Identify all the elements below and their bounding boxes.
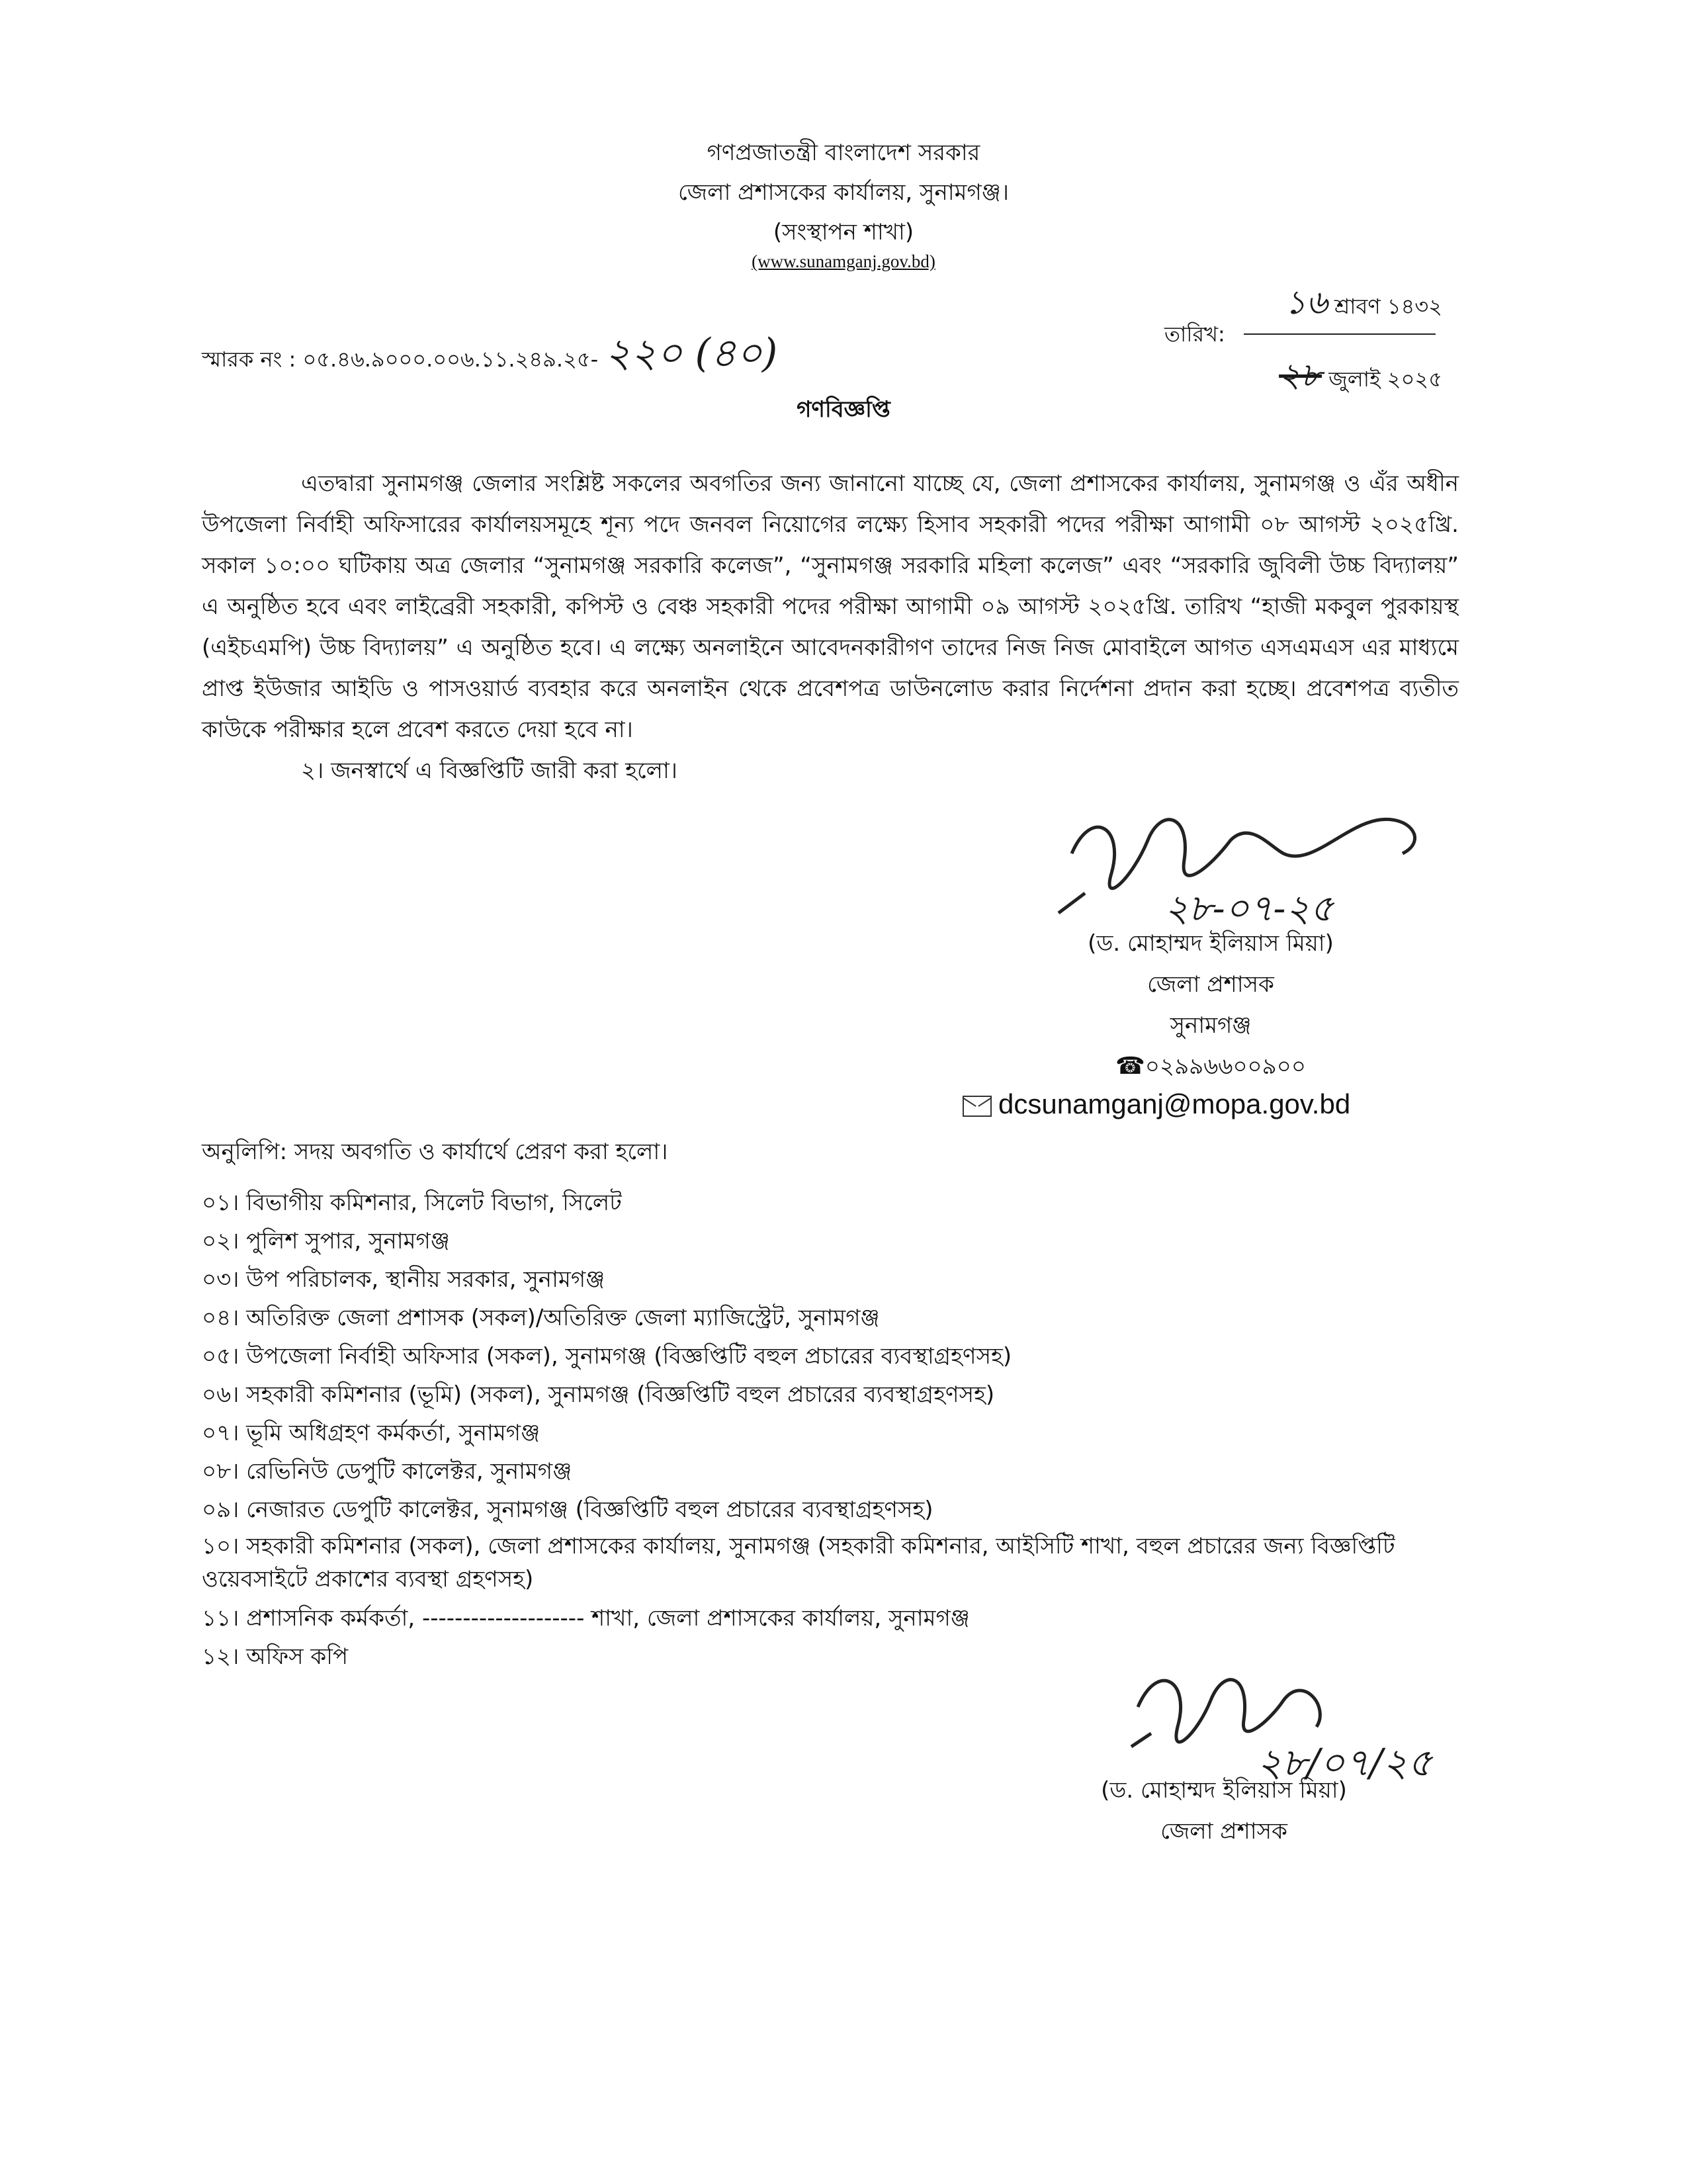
list-item: ০৭। ভূমি অধিগ্রহণ কর্মকর্তা, সুনামগঞ্জ [202, 1420, 541, 1446]
memo-handwritten-number: ২২০ (৪০) [605, 330, 778, 376]
memo-label: স্মারক নং : ০৫.৪৬.৯০০০.০০৬.১১.২৪৯.২৫- [202, 347, 599, 372]
govt-name: গণপ্রজাতন্ত্রী বাংলাদেশ সরকার [707, 140, 980, 166]
list-item: ১০। সহকারী কমিশনার (সকল), জেলা প্রশাসকের কার্যালয়, সুনামগঞ্জ (সহকারী কমিশনার, আইসিটি শাখা, বহুল প্রচারের জন্য বিজ্ঞপ্তিটি ওয়েবসাইটে প্রকাশের ব্যবস্থা গ্রহণসহ) [202, 1533, 1395, 1593]
signatory-name: (ড. মোহাম্মদ ইলিয়াস মিয়া) [1088, 930, 1334, 957]
date-block [1164, 278, 1442, 394]
bangla-day-hand: ১৬ [1284, 283, 1328, 322]
memo-number [202, 323, 777, 389]
list-item: ০১। বিভাগীয় কমিশনার, সিলেট বিভাগ, সিলেট [202, 1190, 622, 1216]
cc-intro: অনুলিপি: সদয় অবগতি ও কার্যার্থে প্রেরণ করা হলো। [202, 1139, 668, 1165]
email-address[interactable]: dcsunamganj@mopa.gov.bd [998, 1088, 1351, 1119]
date-label: তারিখ: [1164, 322, 1225, 347]
signature-2-date: ২৮/০৭/২৫ [1257, 1740, 1433, 1785]
bangla-month-year: শ্রাবণ ১৪৩২ [1334, 294, 1442, 319]
phone-number: ০২৯৯৬৬০০৯০০ [1145, 1053, 1306, 1080]
list-item: ০৩। উপ পরিচালক, স্থানীয় সরকার, সুনামগঞ্জ [202, 1266, 605, 1293]
office-name: জেলা প্রশাসকের কার্যালয়, সুনামগঞ্জ। [677, 179, 1010, 206]
english-date [1164, 351, 1442, 394]
list-item: ০৮। রেভিনিউ ডেপুটি কালেক্টর, সুনামগঞ্জ [202, 1458, 572, 1485]
list-item: ১১। প্রশাসনিক কর্মকর্তা, -------------------- শাখা, জেলা প্রশাসকের কার্যালয়, সুনামগঞ্জ [202, 1605, 970, 1632]
phone-icon: ☎ [1115, 1053, 1145, 1080]
notice-paragraph-1: এতদ্বারা সুনামগঞ্জ জেলার সংশ্লিষ্ট সকলের অবগতির জন্য জানানো যাচ্ছে যে, জেলা প্রশাসকের কার্যালয়, সুনামগঞ্জ ও এঁর অধীন উপজেলা নির্বাহী অফিসারের কার্যালয়সমূহে শূন্য পদে জনবল নিয়োগের লক্ষ্যে হিসাব সহকারী পদের পরীক্ষা আগামী ০৮ আগস্ট ২০২৫খ্রি. সকাল ১০:০০ ঘটিকায় অত্র জেলার “সুনামগঞ্জ সরকারি কলেজ”, “সুনামগঞ্জ সরকারি মহিলা কলেজ” এবং “সরকারি জুবিলী উচ্চ বিদ্যালয়” এ অনুষ্ঠিত হবে এবং লাইব্রেরী সহকারী, কপিস্ট ও বেঞ্চ সহকারী পদের পরীক্ষা আগামী ০৯ আগস্ট ২০২৫খ্রি. তারিখ “হাজী মকবুল পুরকায়স্থ (এইচএমপি) উচ্চ বিদ্যালয়” এ অনুষ্ঠিত হবে। এ লক্ষ্যে অনলাইনে আবেদনকারীগণ তাদের নিজ নিজ মোবাইলে আগত এসএমএস এর মাধ্যমে প্রাপ্ত ইউজার আইডি ও পাসওয়ার্ড ব্যবহার করে অনলাইন থেকে প্রবেশপত্র ডাউনলোড করার নির্দেশনা প্রদান করা হচ্ছে। প্রবেশপত্র ব্যতীত কাউকে পরীক্ষার হলে প্রবেশ করতে দেয়া হবে না। [202, 470, 1459, 743]
notice-body [202, 463, 1459, 791]
date-label-row [1164, 318, 1442, 351]
signature-1-date: ২৮-০৭-২৫ [1164, 887, 1334, 930]
bangla-date [1164, 278, 1442, 322]
list-item: ০২। পুলিশ সুপার, সুনামগঞ্জ [202, 1228, 450, 1254]
notice-title: গণবিজ্ঞপ্তি [797, 396, 890, 423]
signatory-designation: জেলা প্রশাসক [1147, 971, 1274, 998]
notice-paragraph-2: ২। জনস্বার্থে এ বিজ্ঞপ্তিটি জারী করা হলো। [301, 758, 677, 784]
list-item: ০৬। সহকারী কমিশনার (ভূমি) (সকল), সুনামগঞ্জ (বিজ্ঞপ্তিটি বহুল প্রচারের ব্যবস্থাগ্রহণসহ) [202, 1381, 995, 1408]
list-item: ০৪। অতিরিক্ত জেলা প্রশাসক (সকল)/অতিরিক্ত জেলা ম্যাজিস্ট্রেট, সুনামগঞ্জ [202, 1305, 880, 1331]
branch-name: (সংস্থাপন শাখা) [773, 219, 914, 245]
signature-1-block [979, 926, 1442, 1090]
signatory-district: সুনামগঞ্জ [1170, 1012, 1252, 1039]
english-month-year: জুলাই ২০২৫ [1328, 367, 1442, 392]
list-item: ০৯। নেজারত ডেপুটি কালেক্টর, সুনামগঞ্জ (বিজ্ঞপ্তিটি বহুল প্রচারের ব্যবস্থাগ্রহণসহ) [202, 1497, 933, 1523]
date-divider [1244, 333, 1436, 335]
english-day-hand: ২৮ [1279, 356, 1322, 394]
signatory-designation: জেলা প্রশাসক [1160, 1818, 1287, 1845]
signatory-name: (ড. মোহাম্মদ ইলিয়াস মিয়া) [1101, 1777, 1347, 1804]
email-row [963, 1088, 1350, 1120]
cc-list [202, 1184, 1492, 1677]
list-item: ১২। অফিস কপি [202, 1643, 349, 1670]
envelope-icon [963, 1096, 992, 1117]
list-item: ০৫। উপজেলা নির্বাহী অফিসার (সকল), সুনামগঞ্জ (বিজ্ঞপ্তিটি বহুল প্রচারের ব্যবস্থাগ্রহণসহ) [202, 1343, 1012, 1370]
phone-row [979, 1049, 1442, 1090]
website-link[interactable]: (www.sunamganj.gov.bd) [752, 251, 935, 271]
signature-2-block [992, 1773, 1455, 1855]
